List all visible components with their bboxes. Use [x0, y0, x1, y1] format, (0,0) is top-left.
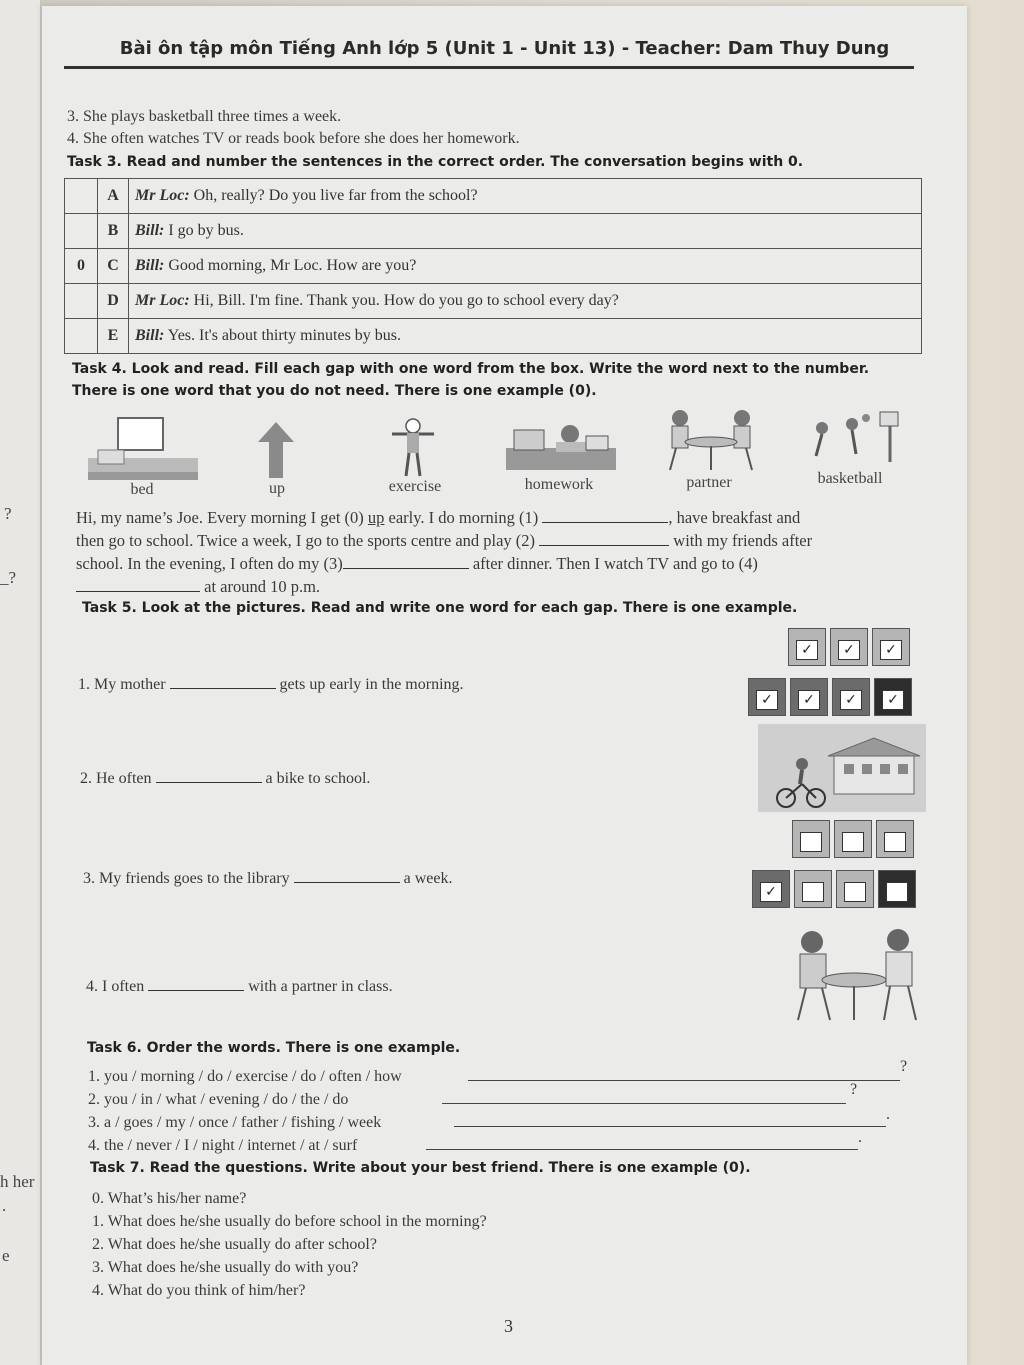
- answer-blank[interactable]: [156, 768, 262, 783]
- order-cell[interactable]: [65, 319, 98, 354]
- partner-picture: [656, 406, 766, 474]
- table-row: [65, 249, 922, 284]
- task6-item-1: 1. you / morning / do / exercise / do / often / how: [88, 1068, 402, 1085]
- check-mark-icon: ✓: [882, 690, 904, 710]
- calendar-day: [832, 678, 870, 716]
- calendar-day: [830, 628, 868, 666]
- empty-box: [884, 832, 906, 852]
- text-run: gets up early in the morning.: [275, 676, 464, 693]
- task7-question: 0. What’s his/her name?: [92, 1190, 247, 1207]
- previous-page-edge: [0, 0, 41, 1365]
- worksheet-page: [42, 6, 967, 1365]
- answer-line[interactable]: [468, 1080, 900, 1081]
- text-run: 1. My mother: [78, 676, 170, 693]
- empty-box: [802, 882, 824, 902]
- calendar-day: [752, 870, 790, 908]
- text-run: 2. He often: [80, 770, 156, 787]
- page-number: 3: [504, 1316, 513, 1336]
- task7-question: 4. What do you think of him/her?: [92, 1282, 306, 1299]
- task6-item-2: 2. you / in / what / evening / do / the / do: [88, 1091, 349, 1108]
- speaker-name: Bill:: [135, 327, 165, 344]
- speaker-name: Bill:: [135, 222, 165, 239]
- margin-mark: h her: [0, 1172, 35, 1191]
- page-title: Bài ôn tập môn Tiếng Anh lớp 5 (Unit 1 - Unit 13) - Teacher: Dam Thuy Dung: [119, 38, 890, 59]
- homework-picture: [506, 418, 616, 474]
- text-run: Hi, my name’s Joe. Every morning I get (0): [76, 508, 368, 527]
- word-bed: bed: [130, 481, 154, 498]
- task5-question-4: [86, 976, 393, 996]
- speaker-name: Mr Loc:: [135, 292, 190, 309]
- calendar-day: [872, 628, 910, 666]
- calendar-day: [874, 678, 912, 716]
- empty-box: [886, 882, 908, 902]
- text-run: with a partner in class.: [244, 978, 393, 995]
- answer-blank-4[interactable]: [76, 577, 200, 592]
- bed-picture: [88, 416, 198, 484]
- task7-heading: Task 7. Read the questions. Write about your best friend. There is one example (0).: [90, 1160, 751, 1176]
- answer-blank[interactable]: [170, 674, 276, 689]
- sentence-cell: [129, 284, 922, 319]
- paragraph-line: [76, 575, 936, 598]
- answer-line[interactable]: [426, 1149, 858, 1150]
- paragraph-line: [76, 506, 936, 529]
- basketball-picture: [802, 408, 902, 464]
- calendar-day: [790, 678, 828, 716]
- text-run: a week.: [399, 870, 453, 887]
- empty-box: [842, 832, 864, 852]
- answer-blank[interactable]: [294, 868, 400, 883]
- calendar-day: [834, 820, 872, 858]
- word-up: up: [269, 480, 285, 497]
- calendar-day: [876, 820, 914, 858]
- calendar-day: [836, 870, 874, 908]
- calendar-day: [794, 870, 832, 908]
- end-mark: .: [886, 1106, 890, 1123]
- speaker-name: Bill:: [135, 257, 165, 274]
- paragraph-line: [76, 529, 936, 552]
- task5-question-1: [78, 674, 464, 694]
- letter-cell: A: [98, 179, 129, 214]
- table-row: [65, 179, 922, 214]
- check-mark-icon: ✓: [756, 690, 778, 710]
- calendar-day: [878, 870, 916, 908]
- sentence-text: Good morning, Mr Loc. How are you?: [164, 257, 417, 274]
- order-cell[interactable]: [65, 214, 98, 249]
- text-run: , have breakfast and: [668, 508, 801, 527]
- task6-heading: Task 6. Order the words. There is one example.: [87, 1040, 461, 1056]
- text-run: at around 10 p.m.: [200, 577, 321, 596]
- text-run: a bike to school.: [261, 770, 371, 787]
- exercise-picture: [388, 416, 438, 478]
- task2-line: 4. She often watches TV or reads book before she does her homework.: [67, 130, 520, 147]
- text-run: 3. My friends goes to the library: [83, 870, 294, 887]
- text-run: early. I do morning (1): [384, 508, 543, 527]
- margin-mark: e: [2, 1246, 10, 1265]
- task6-item-3: 3. a / goes / my / once / father / fishing / week: [88, 1114, 382, 1131]
- example-answer: up: [367, 508, 385, 527]
- word-partner: partner: [686, 474, 732, 491]
- task4-heading: Task 4. Look and read. Fill each gap with one word from the box. Write the word next to the number.: [72, 361, 870, 377]
- answer-line[interactable]: [442, 1103, 846, 1104]
- task7-question: 1. What does he/she usually do before school in the morning?: [92, 1213, 487, 1230]
- text-run: after dinner. Then I watch TV and go to (4): [468, 554, 758, 573]
- task7-question: 3. What does he/she usually do with you?: [92, 1259, 359, 1276]
- order-cell[interactable]: [65, 179, 98, 214]
- letter-cell: C: [98, 249, 129, 284]
- order-cell[interactable]: [65, 284, 98, 319]
- header-rule: [64, 66, 914, 69]
- answer-blank-3[interactable]: [343, 554, 469, 569]
- text-run: then go to school. Twice a week, I go to the sports centre and play (2): [76, 531, 540, 550]
- check-mark-icon: ✓: [840, 690, 862, 710]
- talk-with-partner-picture: [786, 924, 926, 1024]
- letter-cell: D: [98, 284, 129, 319]
- table-row: [65, 284, 922, 319]
- check-mark-icon: ✓: [838, 640, 860, 660]
- check-mark-icon: ✓: [760, 882, 782, 902]
- margin-mark: _?: [0, 568, 17, 587]
- answer-blank-2[interactable]: [539, 531, 669, 546]
- calendar-day: [788, 628, 826, 666]
- up-arrow-icon: [256, 420, 296, 480]
- sentence-cell: [129, 179, 922, 214]
- word-basketball: basketball: [817, 470, 883, 487]
- answer-blank[interactable]: [148, 976, 244, 991]
- empty-box: [800, 832, 822, 852]
- check-mark-icon: ✓: [796, 640, 818, 660]
- margin-mark: .: [2, 1196, 7, 1215]
- calendar-every-day: [748, 628, 918, 718]
- sentence-cell: [129, 319, 922, 354]
- calendar-day: [748, 678, 786, 716]
- text-run: 4. I often: [86, 978, 149, 995]
- sentence-text: I go by bus.: [164, 222, 244, 239]
- text-run: with my friends after: [669, 531, 813, 550]
- order-cell[interactable]: 0: [65, 249, 98, 284]
- task3-heading: Task 3. Read and number the sentences in the correct order. The conversation begins with 0.: [67, 154, 804, 170]
- end-mark: .: [858, 1129, 862, 1146]
- letter-cell: E: [98, 319, 129, 354]
- task2-line: 3. She plays basketball three times a week.: [67, 108, 342, 125]
- margin-mark: ?: [4, 504, 12, 523]
- bike-to-school-picture: [758, 724, 926, 812]
- sentence-text: Oh, really? Do you live far from the school?: [189, 187, 478, 204]
- word-exercise: exercise: [388, 478, 442, 495]
- empty-box: [844, 882, 866, 902]
- calendar-once-a-week: [752, 820, 922, 910]
- task7-question: 2. What does he/she usually do after school?: [92, 1236, 377, 1253]
- sentence-text: Yes. It's about thirty minutes by bus.: [164, 327, 402, 344]
- task6-item-4: 4. the / never / I / night / internet / at / surf: [88, 1137, 358, 1154]
- sentence-text: Hi, Bill. I'm fine. Thank you. How do you go to school every day?: [189, 292, 619, 309]
- table-row: [65, 319, 922, 354]
- answer-line[interactable]: [454, 1126, 886, 1127]
- word-homework: homework: [524, 476, 594, 493]
- conversation-table: [64, 178, 922, 354]
- check-mark-icon: ✓: [880, 640, 902, 660]
- task4-heading: There is one word that you do not need. There is one example (0).: [72, 383, 597, 399]
- calendar-day: [792, 820, 830, 858]
- task4-paragraph: [76, 506, 936, 598]
- sentence-cell: [129, 214, 922, 249]
- text-run: school. In the evening, I often do my (3): [76, 554, 343, 573]
- end-mark: ?: [900, 1058, 908, 1075]
- check-mark-icon: ✓: [798, 690, 820, 710]
- paragraph-line: [76, 552, 936, 575]
- sentence-cell: [129, 249, 922, 284]
- table-row: [65, 214, 922, 249]
- task5-heading: Task 5. Look at the pictures. Read and write one word for each gap. There is one example.: [82, 600, 798, 616]
- task5-question-2: [80, 768, 370, 788]
- task5-question-3: [83, 868, 452, 888]
- letter-cell: B: [98, 214, 129, 249]
- end-mark: ?: [850, 1081, 858, 1098]
- speaker-name: Mr Loc:: [135, 187, 190, 204]
- answer-blank-1[interactable]: [542, 508, 668, 523]
